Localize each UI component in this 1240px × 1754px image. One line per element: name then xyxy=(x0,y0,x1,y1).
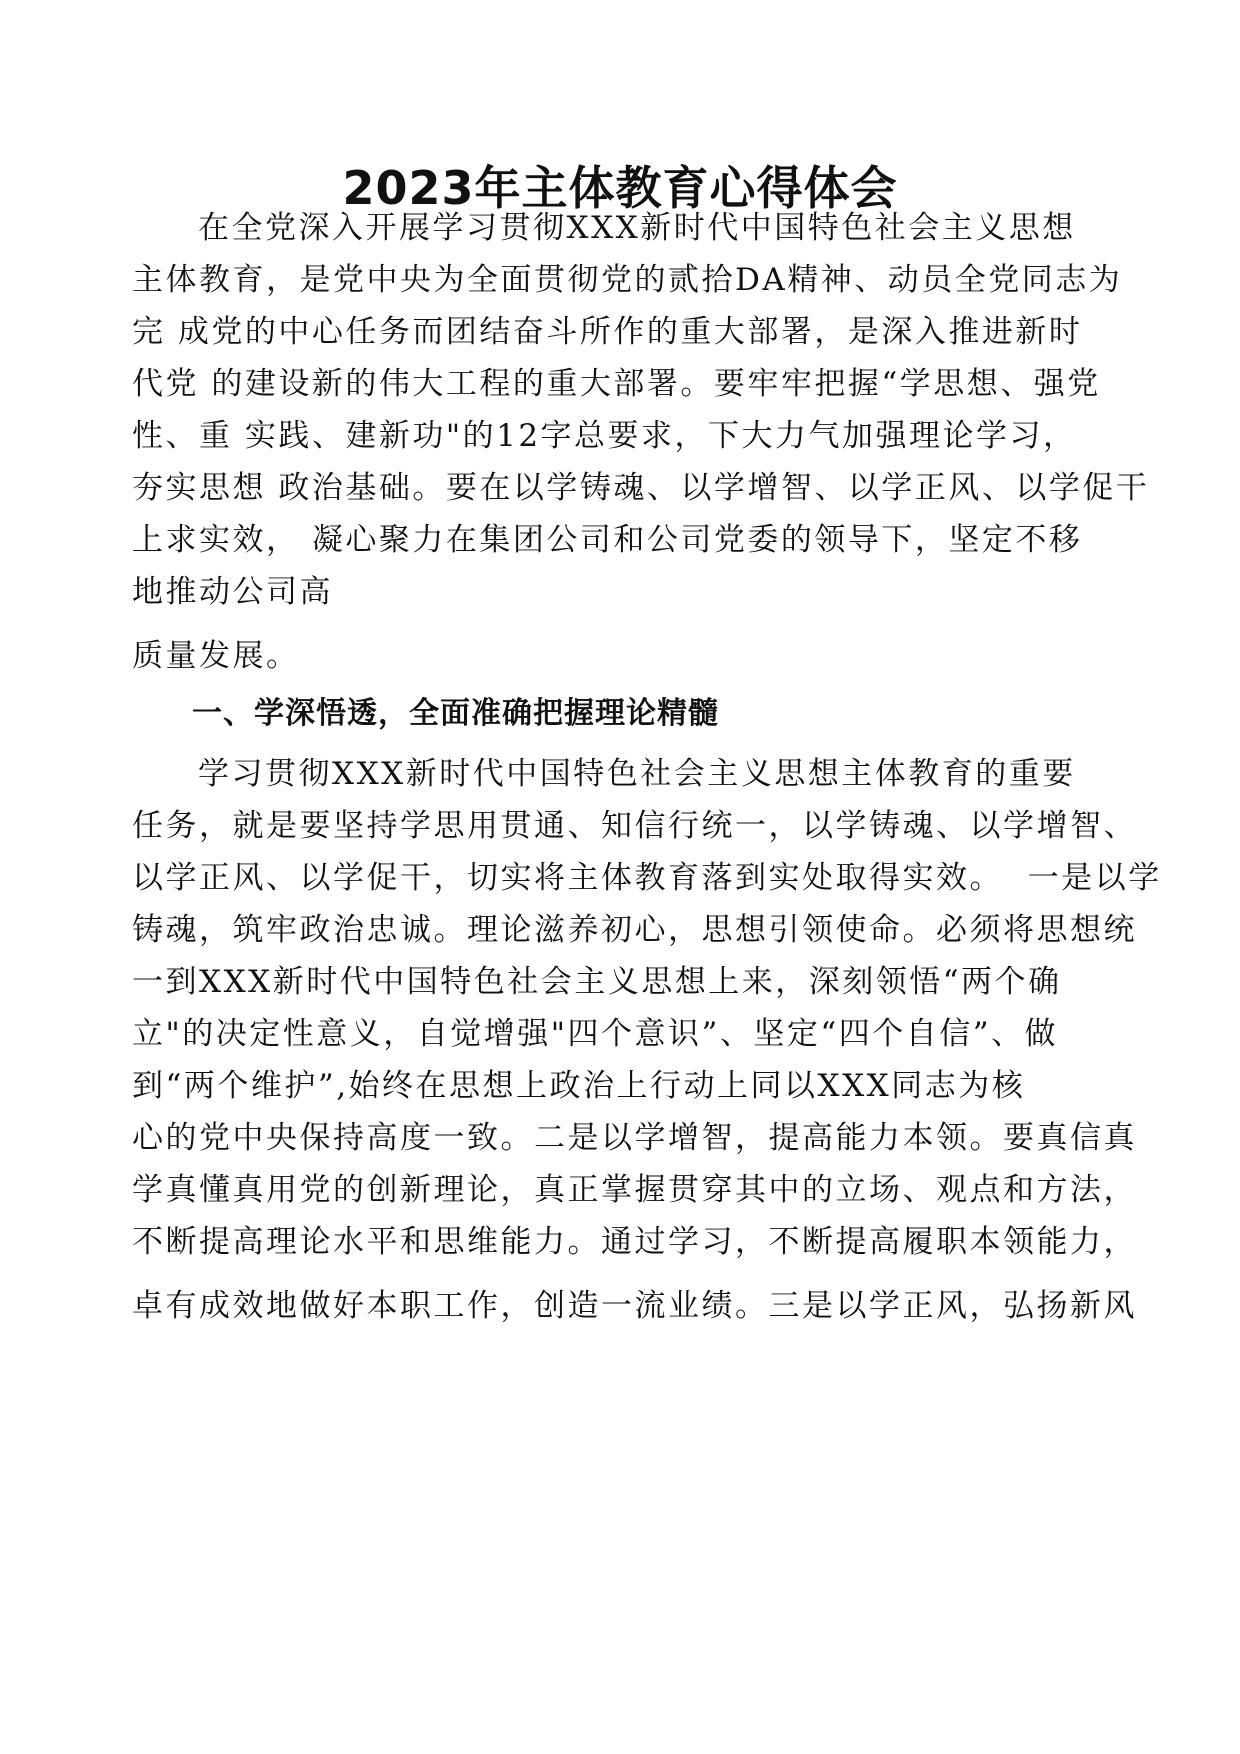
intro-line-9: 质量发展。 xyxy=(132,638,300,674)
document-title: 2023年主体教育心得体会 xyxy=(342,161,898,215)
section-1-line-2: 任务，就是要坚持学思用贯通、知信行统一，以学铸魂、以学增智、 xyxy=(132,808,1137,844)
intro-line-8: 地推动公司高 xyxy=(132,574,333,610)
section-1-heading: 一、学深悟透，全面准确把握理论精髓 xyxy=(192,696,719,731)
intro-line-2: 主体教育，是党中央为全面贯彻党的贰拾DA精神、动员全党同志为 xyxy=(132,262,1123,298)
intro-line-3: 完 成党的中心任务而团结奋斗所作的重大部署，是深入推进新时 xyxy=(132,314,1083,350)
section-1-line-8: 心的党中央保持高度一致。二是以学增智，提高能力本领。要真信真 xyxy=(132,1120,1137,1156)
intro-line-4: 代党 的建设新的伟大工程的重大部署。要牢牢把握“学思想、强党 xyxy=(132,366,1101,402)
section-1-line-3: 以学正风、以学促干，切实将主体教育落到实处取得实效。 一是以学 xyxy=(132,860,1162,896)
intro-line-5: 性、重 实践、建新功"的12字总要求，下大力气加强理论学习， xyxy=(132,418,1077,454)
section-1-line-10: 不断提高理论水平和思维能力。通过学习，不断提高履职本领能力， xyxy=(132,1224,1137,1260)
intro-line-7: 上求实效， 凝心聚力在集团公司和公司党委的领导下，坚定不移 xyxy=(132,522,1083,558)
intro-line-1: 在全党深入开展学习贯彻XXX新时代中国特色社会主义思想 xyxy=(198,210,1076,246)
section-1-line-6: 立"的决定性意义，自觉增强"四个意识”、坚定“四个自信”、做 xyxy=(132,1016,1059,1052)
section-1-line-9: 学真懂真用党的创新理论，真正掌握贯穿其中的立场、观点和方法， xyxy=(132,1172,1137,1208)
intro-line-6: 夯实思想 政治基础。要在以学铸魂、以学增智、以学正风、以学促干 xyxy=(132,470,1150,506)
section-1-line-5: 一到XXX新时代中国特色社会主义思想上来，深刻领悟“两个确 xyxy=(132,964,1062,1000)
section-1-line-1: 学习贯彻XXX新时代中国特色社会主义思想主体教育的重要 xyxy=(198,756,1076,792)
section-1-line-7: 到“两个维护”,始终在思想上政治上行动上同以XXX同志为核 xyxy=(132,1068,1026,1104)
section-1-line-4: 铸魂，筑牢政治忠诚。理论滋养初心，思想引领使命。必须将思想统 xyxy=(132,912,1137,948)
section-1-line-11: 卓有成效地做好本职工作，创造一流业绩。三是以学正风，弘扬新风 xyxy=(132,1288,1137,1324)
